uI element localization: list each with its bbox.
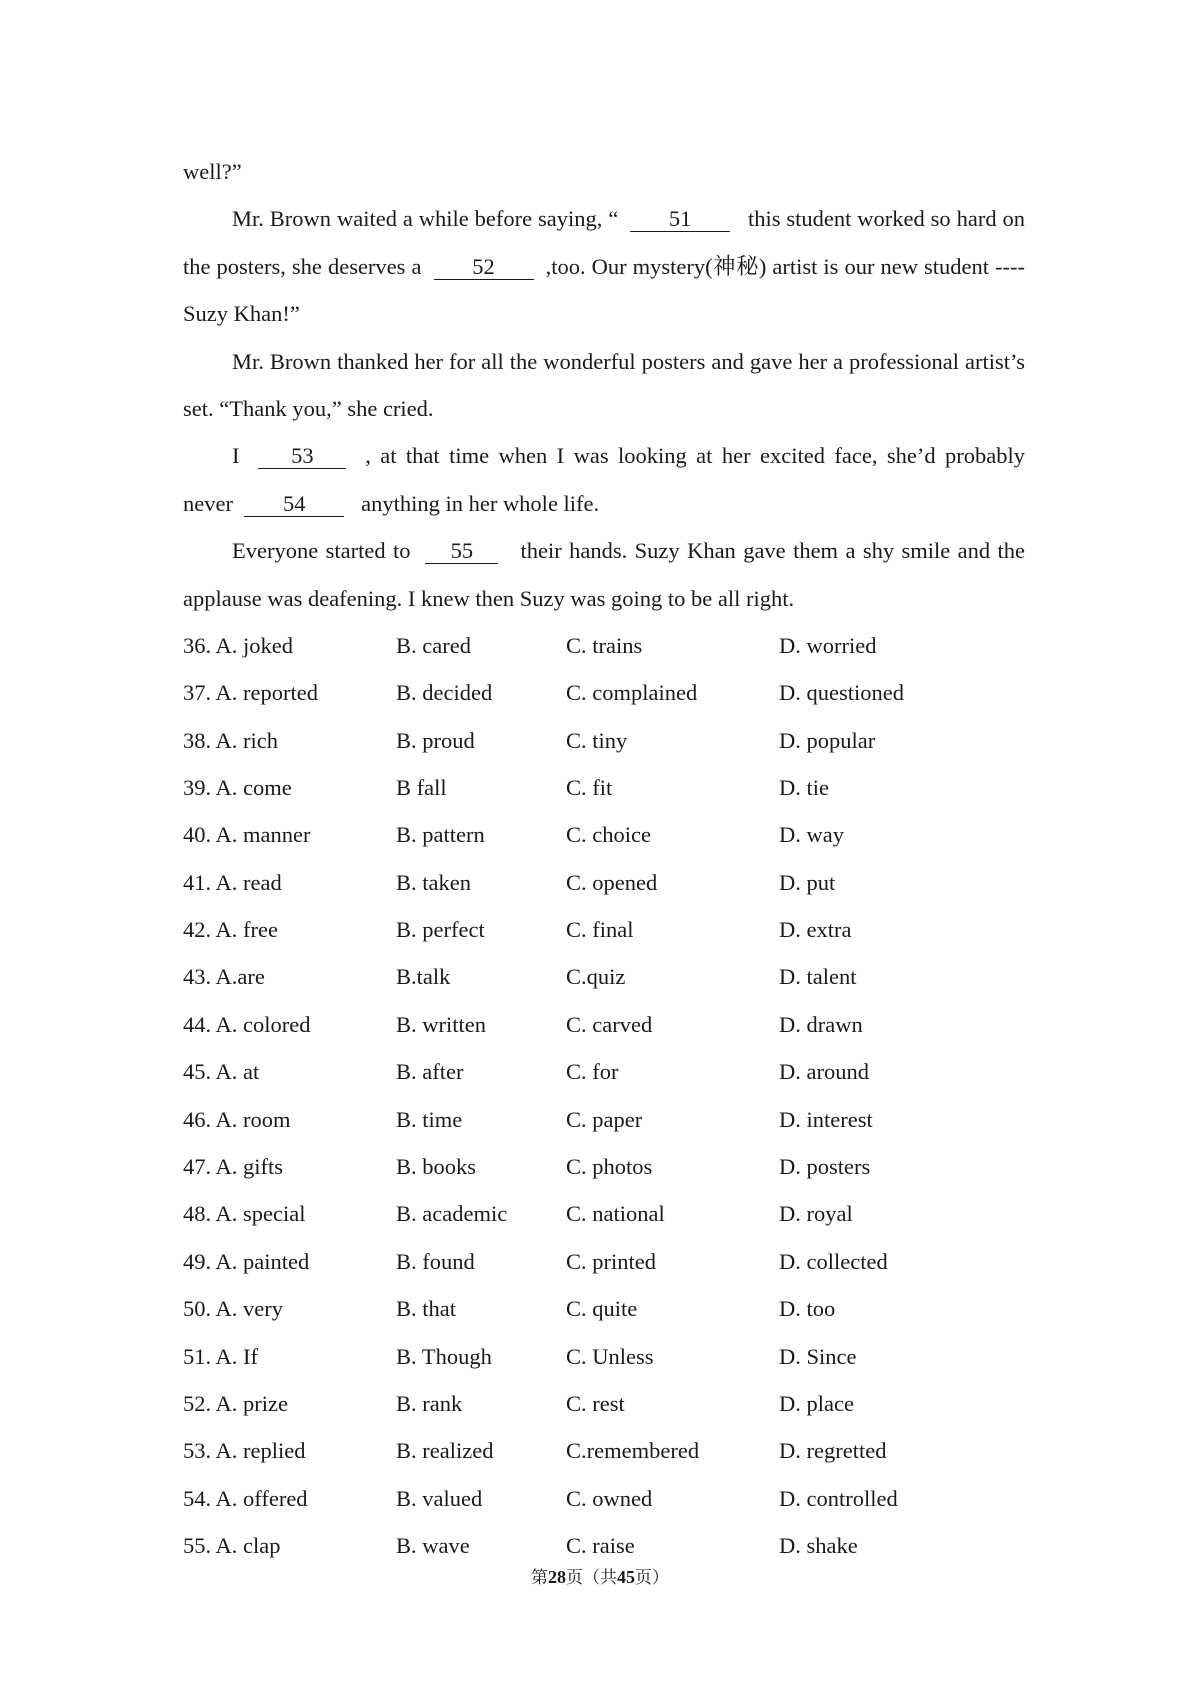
blank-52: 52 <box>434 255 534 280</box>
paragraph-text: Everyone started to <box>232 538 411 564</box>
option-d: D. place <box>779 1391 854 1416</box>
option-b: B. decided <box>396 680 493 706</box>
option-row <box>183 1238 1025 1285</box>
option-d: D. drawn <box>779 1011 863 1037</box>
option-d: D. collected <box>779 1248 888 1274</box>
option-d: D. way <box>779 822 844 848</box>
paragraph-text: their hands. Suzy Khan gave them a shy smile and the applause was deafening. I knew then Suzy was going to be all right. <box>183 538 1026 611</box>
option-b: B. valued <box>396 1485 483 1511</box>
option-row <box>183 1428 1025 1475</box>
option-row <box>183 1001 1025 1048</box>
option-c: C.remembered <box>566 1438 700 1464</box>
option-d: D. posters <box>779 1154 871 1180</box>
option-a: 54. A. offered <box>183 1485 308 1511</box>
option-b: B. time <box>396 1106 463 1132</box>
option-d: D. regretted <box>779 1438 887 1464</box>
paragraph-text: ,too. Our mystery(神秘) artist is our new student ---- Suzy Khan!” <box>183 253 1026 327</box>
option-a: 51. A. If <box>183 1343 258 1369</box>
option-c: C. for <box>566 1059 619 1085</box>
paragraph-text: , at that time when I was looking at her excited face, she’d probably never <box>183 443 1026 516</box>
option-c: C. raise <box>566 1533 635 1559</box>
option-c: C. rest <box>566 1391 625 1416</box>
option-d: D. shake <box>779 1533 858 1559</box>
option-a: 55. A. clap <box>183 1533 281 1559</box>
option-a: 36. A. joked <box>183 632 293 658</box>
option-a: 38. A. rich <box>183 727 278 753</box>
paragraph-text: Mr. Brown thanked her for all the wonderful posters and gave her a professional artist’s set. “Thank you,” she cried. <box>183 348 1025 422</box>
option-c: C. opened <box>566 869 658 895</box>
option-c: C. trains <box>566 632 643 658</box>
option-c: C. paper <box>566 1106 643 1132</box>
option-d: D. questioned <box>779 680 904 706</box>
option-row <box>183 1475 1025 1522</box>
option-c: C. fit <box>566 774 613 800</box>
paragraph-applause <box>183 527 1025 622</box>
paragraph-mr-brown-announcement <box>183 195 1025 337</box>
option-a: 49. A. painted <box>183 1248 310 1274</box>
option-c: C. complained <box>566 680 698 706</box>
option-d: D. tie <box>779 774 829 800</box>
option-b: B. proud <box>396 727 475 753</box>
option-a: 47. A. gifts <box>183 1154 284 1180</box>
option-d: D. extra <box>779 917 852 943</box>
paragraph-text: Mr. Brown waited a while before saying, “ <box>232 206 619 232</box>
page-footer <box>0 1563 1200 1588</box>
document-page <box>183 148 1025 1570</box>
option-b: B fall <box>396 774 447 800</box>
blank-51: 51 <box>630 207 730 232</box>
option-b: B. wave <box>396 1533 470 1559</box>
option-row <box>183 1191 1025 1238</box>
option-a: 43. A.are <box>183 964 265 990</box>
footer-text: 第 <box>531 1568 548 1588</box>
option-row <box>183 764 1025 811</box>
option-c: C. quite <box>566 1296 638 1322</box>
option-b: B. taken <box>396 869 471 895</box>
option-c: C. choice <box>566 822 651 848</box>
option-b: B. perfect <box>396 917 485 943</box>
paragraph-text: I <box>232 443 240 469</box>
option-b: B. realized <box>396 1438 494 1464</box>
option-a: 50. A. very <box>183 1296 283 1322</box>
option-row <box>183 669 1025 716</box>
option-b: B. Though <box>396 1343 492 1369</box>
option-a: 42. A. free <box>183 917 278 943</box>
option-d: D. talent <box>779 964 857 990</box>
option-c: C. tiny <box>566 727 628 753</box>
option-row <box>183 1333 1025 1380</box>
paragraph-thanks <box>183 338 1025 433</box>
option-row <box>183 1286 1025 1333</box>
option-row <box>183 717 1025 764</box>
option-a: 44. A. colored <box>183 1011 311 1037</box>
option-b: B. found <box>396 1248 475 1274</box>
option-c: C. printed <box>566 1248 656 1274</box>
option-c: C. final <box>566 917 634 943</box>
option-b: B.talk <box>396 964 451 990</box>
blank-55: 55 <box>425 539 498 564</box>
option-a: 40. A. manner <box>183 822 311 848</box>
option-d: D. around <box>779 1059 869 1085</box>
page-number: 28 <box>548 1567 566 1587</box>
option-row <box>183 1096 1025 1143</box>
option-a: 45. A. at <box>183 1059 260 1085</box>
option-row <box>183 859 1025 906</box>
option-a: 41. A. read <box>183 869 282 895</box>
option-a: 46. A. room <box>183 1106 291 1132</box>
option-b: B. rank <box>396 1391 463 1416</box>
option-a: 39. A. come <box>183 774 292 800</box>
option-c: C.quiz <box>566 964 626 990</box>
option-a: 53. A. replied <box>183 1438 306 1464</box>
answer-options <box>183 622 1025 1570</box>
option-b: B. cared <box>396 632 471 658</box>
option-row <box>183 1143 1025 1190</box>
option-row <box>183 954 1025 1001</box>
footer-text: 页（共 <box>566 1568 617 1588</box>
option-b: B. pattern <box>396 822 485 848</box>
option-row <box>183 812 1025 859</box>
option-row <box>183 1049 1025 1096</box>
option-a: 52. A. prize <box>183 1391 288 1416</box>
option-b: B. books <box>396 1154 477 1180</box>
option-row <box>183 1380 1025 1427</box>
option-d: D. too <box>779 1296 836 1322</box>
option-a: 48. A. special <box>183 1201 306 1227</box>
option-row <box>183 622 1025 669</box>
option-d: D. popular <box>779 727 876 753</box>
option-d: D. royal <box>779 1201 853 1227</box>
option-c: C. carved <box>566 1011 653 1037</box>
option-row <box>183 906 1025 953</box>
option-a: 37. A. reported <box>183 680 318 706</box>
option-b: B. that <box>396 1296 456 1322</box>
total-pages: 45 <box>617 1567 635 1587</box>
option-d: D. put <box>779 869 836 895</box>
footer-text: 页） <box>635 1568 669 1588</box>
blank-53: 53 <box>258 444 346 469</box>
option-c: C. national <box>566 1201 665 1227</box>
blank-54: 54 <box>244 492 344 517</box>
option-d: D. interest <box>779 1106 873 1132</box>
option-b: B. academic <box>396 1201 508 1227</box>
paragraph-continuation <box>183 148 1025 195</box>
paragraph-excited-face <box>183 432 1025 527</box>
paragraph-text: anything in her whole life. <box>361 490 600 516</box>
option-c: C. photos <box>566 1154 653 1180</box>
option-d: D. controlled <box>779 1485 898 1511</box>
paragraph-text: this student worked so hard on the posters, she deserves a <box>183 206 1026 279</box>
option-b: B. after <box>396 1059 464 1085</box>
option-c: C. Unless <box>566 1343 654 1369</box>
option-b: B. written <box>396 1011 486 1037</box>
paragraph-text: well?” <box>183 159 242 184</box>
option-d: D. Since <box>779 1343 857 1369</box>
option-d: D. worried <box>779 632 877 658</box>
option-c: C. owned <box>566 1485 653 1511</box>
